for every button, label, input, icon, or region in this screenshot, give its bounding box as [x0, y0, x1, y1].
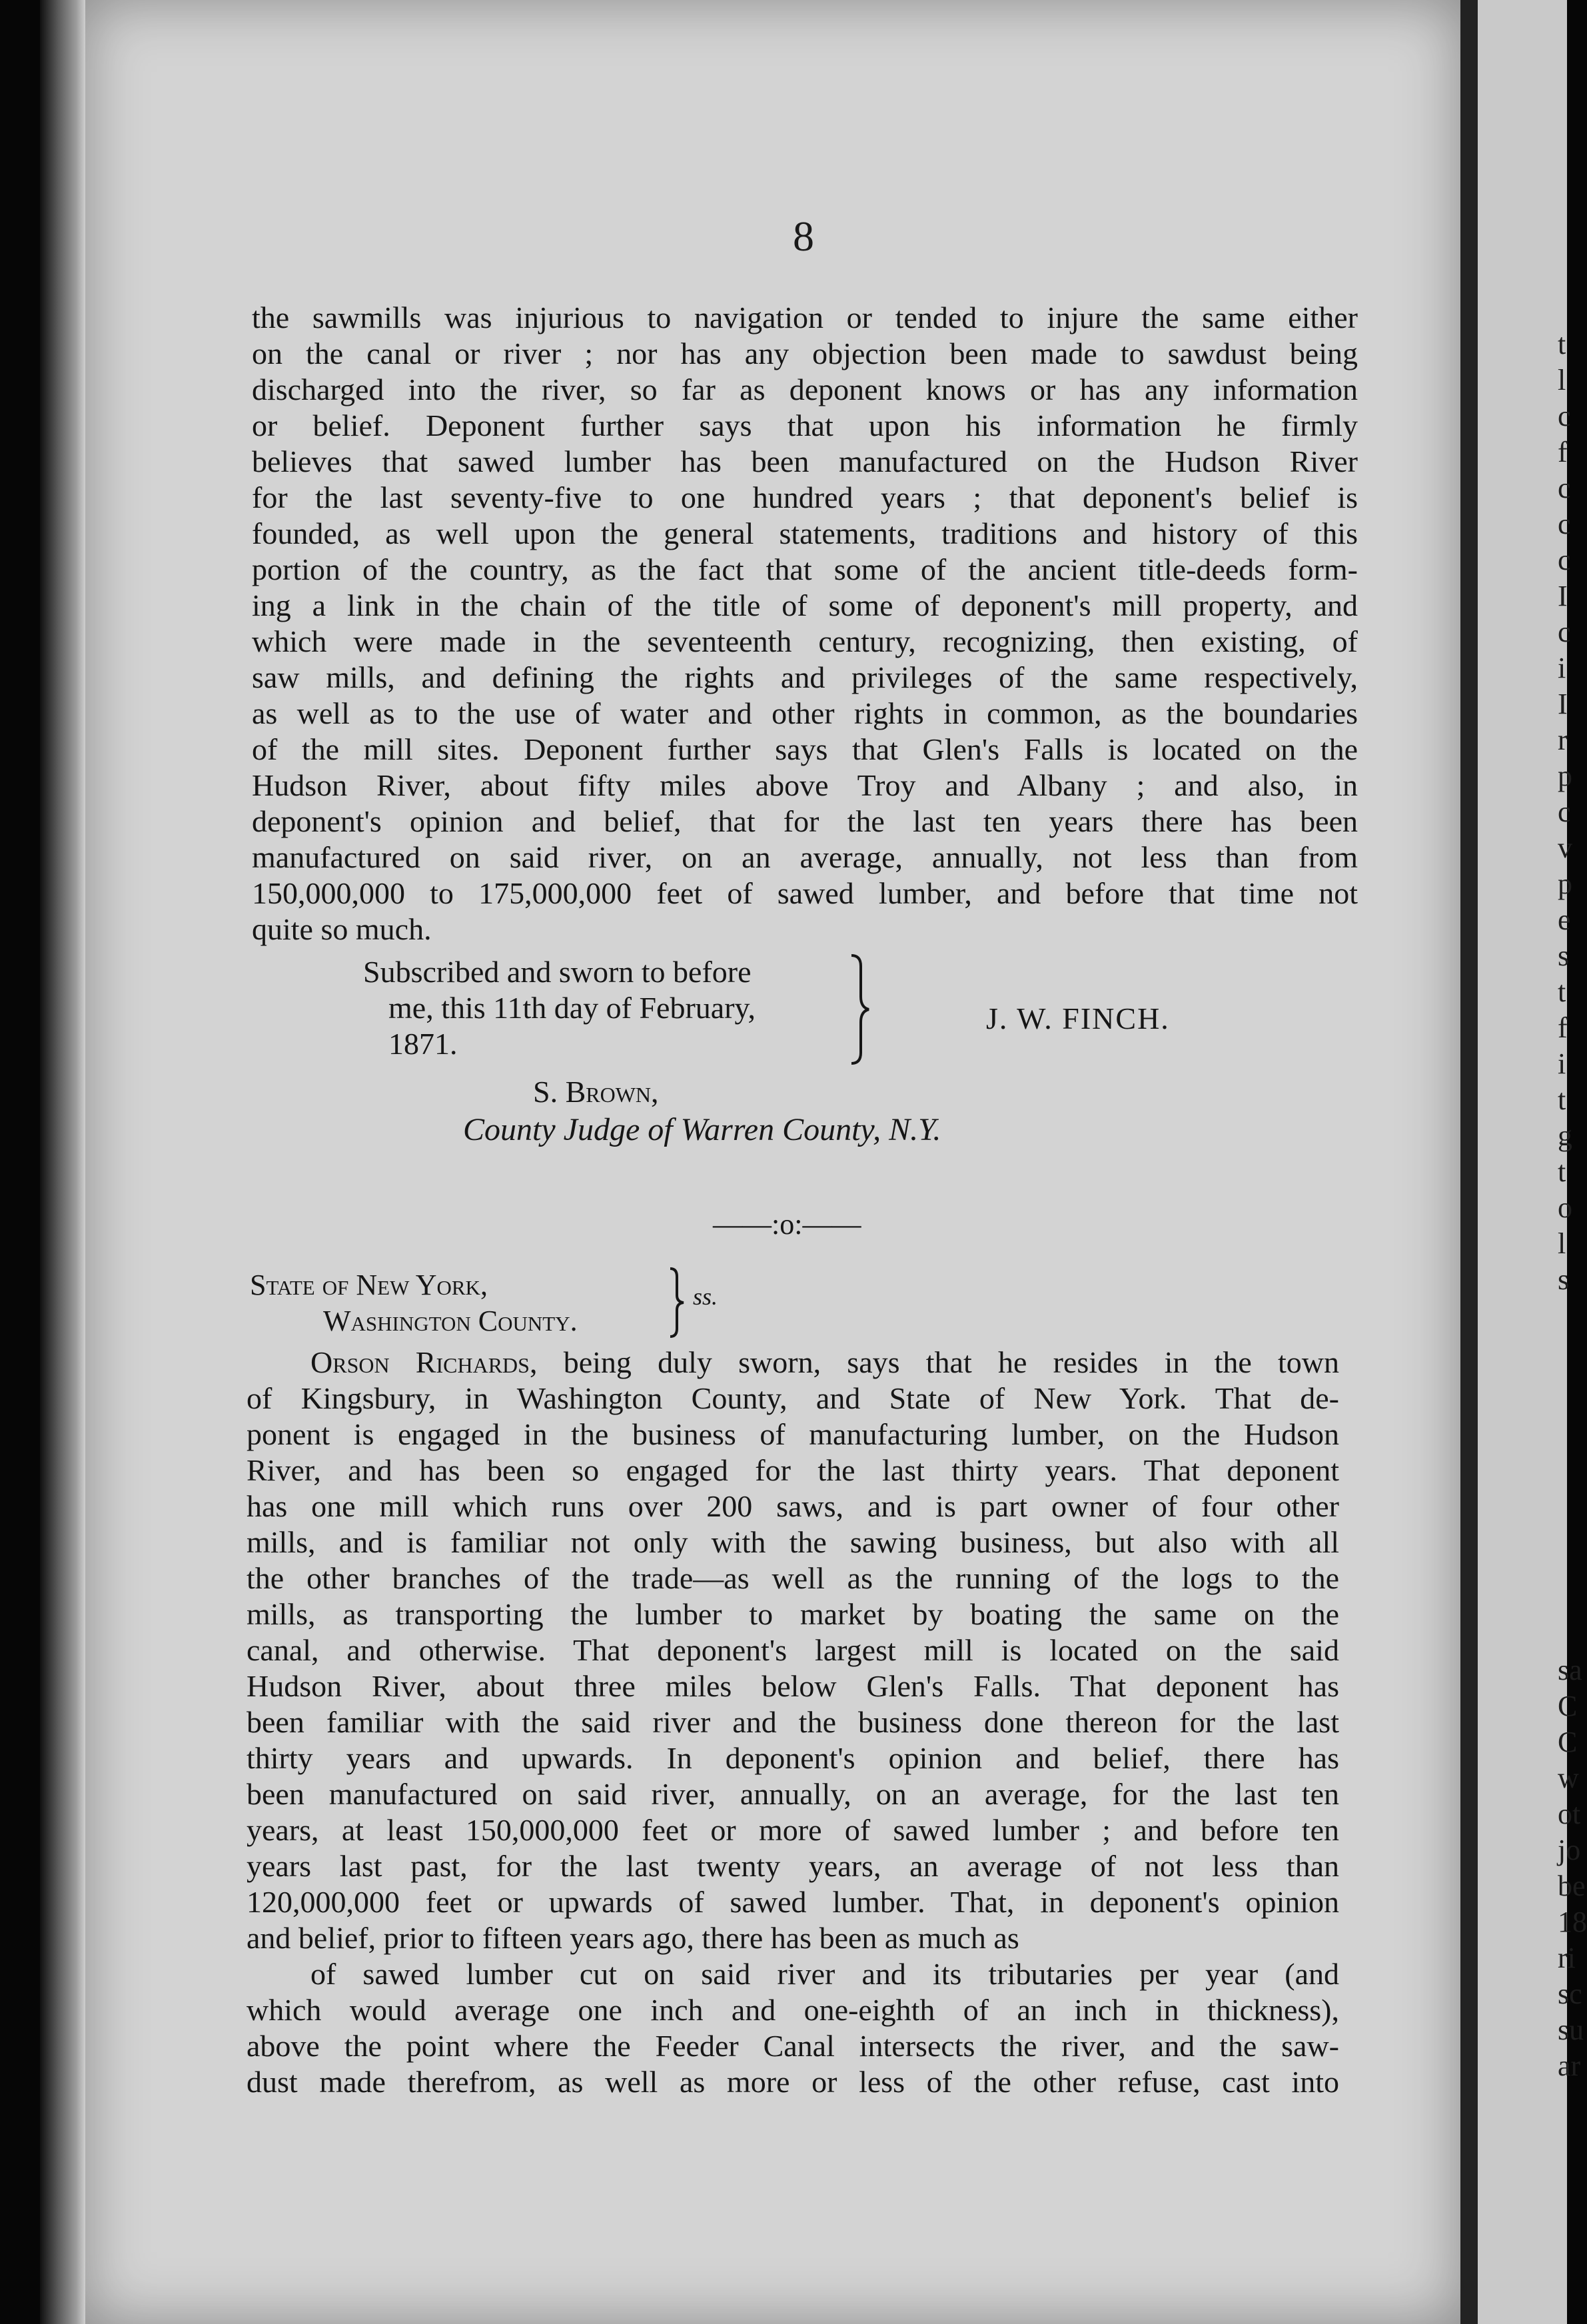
- text-line: for the last seventy-five to one hundred years ; that deponent's belief is: [252, 480, 1358, 514]
- adjacent-letter: I: [1558, 580, 1568, 612]
- text-line: above the point where the Feeder Canal intersects the river, and the saw-: [247, 2029, 1339, 2063]
- adjacent-letter: f: [1558, 1011, 1568, 1044]
- text-line: which would average one inch and one-eighth of an inch in thickness),: [247, 1993, 1339, 2027]
- text-line: River, and has been so engaged for the last thirty years. That deponent: [247, 1453, 1339, 1487]
- text-line: manufactured on said river, on an average, annually, not less than from: [252, 840, 1358, 874]
- adjacent-page-fragment: [1478, 0, 1587, 2324]
- venue-ss: ss.: [693, 1283, 718, 1310]
- venue-county: Washington County.: [323, 1305, 578, 1337]
- text-line: the other branches of the trade—as well as the running of the logs to the: [247, 1561, 1339, 1595]
- text-line: 120,000,000 feet or upwards of sawed lumber. That, in deponent's opinion: [247, 1885, 1339, 1919]
- adjacent-letter: c: [1558, 472, 1571, 504]
- adjacent-letter: c: [1558, 796, 1571, 828]
- adjacent-letter: c: [1558, 616, 1571, 648]
- text-line: ponent is engaged in the business of manufacturing lumber, on the Hudson: [247, 1417, 1339, 1451]
- text-line: dust made therefrom, as well as more or less of the other refuse, cast into: [247, 2065, 1339, 2099]
- adjacent-letter: c: [1558, 508, 1571, 540]
- text-line: the sawmills was injurious to navigation or tended to injure the same either: [252, 300, 1358, 334]
- adjacent-letter: ri: [1558, 1942, 1576, 1974]
- text-line: thirty years and upwards. In deponent's opinion and belief, there has: [247, 1741, 1339, 1775]
- text-line: been manufactured on said river, annually, on an average, for the last ten: [247, 1777, 1339, 1811]
- adjacent-letter: c: [1558, 544, 1571, 576]
- adjacent-letter: ar: [1558, 2049, 1581, 2082]
- oath-subscription: [363, 954, 849, 1062]
- text-line: been familiar with the said river and the business done thereon for the last: [247, 1705, 1339, 1739]
- adjacent-letter: ot: [1558, 1798, 1581, 1830]
- first-line-rest: being duly sworn, says that he resides in the town: [537, 1345, 1339, 1379]
- text-line: 150,000,000 to 175,000,000 feet of sawed lumber, and before that time not: [252, 876, 1358, 910]
- text-line: portion of the country, as the fact that some of the ancient title-deeds form-: [252, 552, 1358, 586]
- adjacent-letter: sc: [1558, 1978, 1582, 2010]
- richards-lines: [247, 1381, 1339, 1956]
- venue-brace: [666, 1266, 686, 1339]
- paragraph-richards-affidavit: [247, 1345, 1339, 2100]
- text-line: deponent's opinion and belief, that for the last ten years there has been: [252, 804, 1358, 838]
- adjacent-letter: p: [1558, 868, 1572, 900]
- judge-title: County Judge of Warren County, N.Y.: [463, 1112, 941, 1147]
- oath-line-1: Subscribed and sworn to before: [363, 955, 752, 989]
- adjacent-letter: p: [1558, 760, 1572, 792]
- text-line: Hudson River, about fifty miles above Troy and Albany ; and also, in: [252, 768, 1358, 802]
- adjacent-letter: r: [1558, 724, 1568, 756]
- signer-name: J. W. FINCH.: [986, 1001, 1170, 1035]
- judge-name: S. Brown,: [533, 1075, 659, 1109]
- adjacent-letter: s: [1558, 1263, 1570, 1296]
- text-line: as well as to the use of water and other rights in common, as the boundaries: [252, 696, 1358, 730]
- adjacent-letter: t: [1558, 1155, 1566, 1188]
- adjacent-letter: jo: [1558, 1834, 1581, 1866]
- adjacent-letter: t: [1558, 328, 1566, 360]
- adjacent-letter: be: [1558, 1870, 1586, 1902]
- text-line: has one mill which runs over 200 saws, and is part owner of four other: [247, 1489, 1339, 1523]
- text-line: founded, as well upon the general statements, traditions and history of this: [252, 516, 1358, 550]
- adjacent-page-bottom-letters: [1558, 1652, 1587, 2084]
- adjacent-letter: i: [1558, 1047, 1566, 1080]
- adjacent-letter: sa: [1558, 1654, 1582, 1686]
- text-line: mills, as transporting the lumber to market by boating the same on the: [247, 1597, 1339, 1631]
- venue-heading: [250, 1267, 578, 1339]
- page-number: 8: [793, 213, 814, 260]
- adjacent-letter: c: [1558, 400, 1571, 432]
- text-line: discharged into the river, so far as deponent knows or has any information: [252, 372, 1358, 406]
- text-line: on the canal or river ; nor has any objection been made to sawdust being: [252, 336, 1358, 370]
- adjacent-letter: 18: [1558, 1906, 1587, 1938]
- text-line: Hudson River, about three miles below Glen's Falls. That deponent has: [247, 1669, 1339, 1703]
- adjacent-letter: t: [1558, 975, 1566, 1008]
- text-line: of the mill sites. Deponent further says that Glen's Falls is located on the: [252, 732, 1358, 766]
- oath-line-2: me, this 11th day of February,: [388, 991, 756, 1025]
- deponent-name: Orson Richards,: [310, 1345, 538, 1379]
- adjacent-letter: s: [1558, 939, 1570, 972]
- text-line: believes that sawed lumber has been manufactured on the Hudson River: [252, 444, 1358, 478]
- adjacent-letter: e: [1558, 903, 1571, 936]
- text-line: or belief. Deponent further says that upon his information he firmly: [252, 408, 1358, 442]
- adjacent-letter: f: [1558, 436, 1568, 468]
- adjacent-letter: l: [1558, 364, 1566, 396]
- oath-line-3: 1871.: [388, 1027, 458, 1061]
- adjacent-letter: v: [1558, 832, 1572, 864]
- oath-brace: [846, 953, 873, 1066]
- text-line: of sawed lumber cut on said river and its tributaries per year (and: [310, 1957, 1339, 1991]
- text-line: quite so much.: [252, 912, 432, 946]
- richards-first-line: [247, 1345, 1339, 1381]
- richards-continuation: [247, 1956, 1339, 2100]
- text-line: years last past, for the last twenty years, an average of not less than: [247, 1849, 1339, 1883]
- adjacent-letter: i: [1558, 652, 1566, 684]
- text-line: saw mills, and defining the rights and privileges of the same respectively,: [252, 660, 1358, 694]
- adjacent-letter: C: [1558, 1690, 1578, 1722]
- text-line: canal, and otherwise. That deponent's largest mill is located on the said: [247, 1633, 1339, 1667]
- adjacent-letter: C: [1558, 1726, 1578, 1758]
- adjacent-letter: t: [1558, 1083, 1566, 1116]
- text-line: years, at least 150,000,000 feet or more of sawed lumber ; and before ten: [247, 1813, 1339, 1847]
- adjacent-letter: I: [1558, 688, 1568, 720]
- text-line: ing a link in the chain of the title of some of deponent's mill property, and: [252, 588, 1358, 622]
- adjacent-page-top-letters: [1558, 326, 1578, 1298]
- adjacent-letter: g: [1558, 1119, 1572, 1152]
- adjacent-letter: w: [1558, 1762, 1579, 1794]
- book-gutter: [1460, 0, 1478, 2324]
- text-line: which were made in the seventeenth century, recognizing, then existing, of: [252, 624, 1358, 658]
- paragraph-finch-affidavit-end: [252, 300, 1358, 947]
- page-edge-shadow: [40, 0, 85, 2324]
- venue-state: State of New York,: [250, 1269, 488, 1301]
- adjacent-letter: l: [1558, 1227, 1566, 1260]
- text-line: mills, and is familiar not only with the sawing business, but also with all: [247, 1525, 1339, 1559]
- section-divider: ——:o:——: [713, 1208, 861, 1241]
- adjacent-letter: o: [1558, 1191, 1572, 1224]
- text-line: of Kingsbury, in Washington County, and State of New York. That de-: [247, 1381, 1339, 1415]
- text-line: and belief, prior to fifteen years ago, there has been as much as: [247, 1921, 1019, 1955]
- adjacent-letter: su: [1558, 2014, 1584, 2046]
